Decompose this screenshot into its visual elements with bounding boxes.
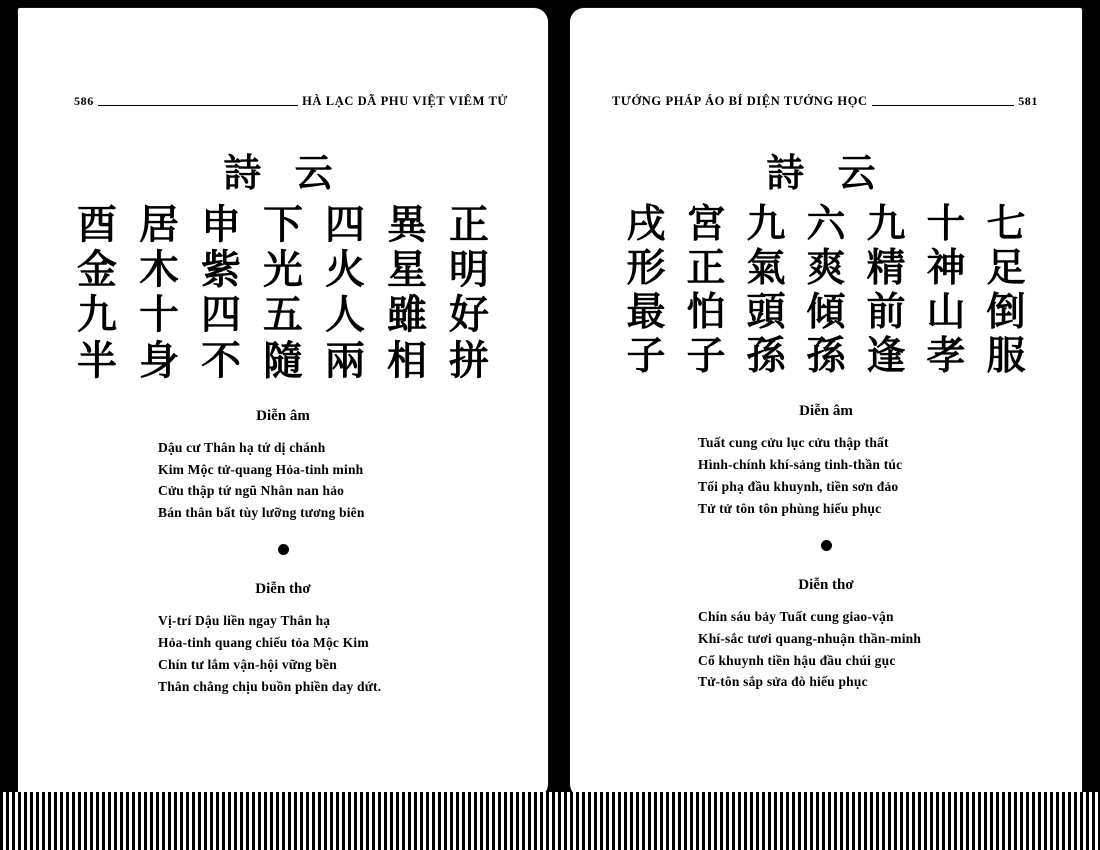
han-char: 戌 [626, 201, 666, 247]
verse-line: Kim Mộc tử-quang Hỏa-tinh minh [158, 461, 364, 477]
han-char: 人 [325, 291, 365, 339]
han-char: 九 [77, 291, 117, 339]
han-char: 木 [139, 246, 179, 294]
han-char: 四 [325, 201, 365, 248]
right-dien-am-verse [570, 432, 1082, 519]
han-row [18, 336, 548, 384]
verse-line: Khí-sắc tươi quang-nhuận thần-minh [698, 630, 922, 646]
han-char: 服 [986, 333, 1026, 380]
han-char: 五 [263, 291, 303, 339]
han-char: 下 [263, 201, 303, 248]
left-dien-tho-heading: Diễn thơ [255, 581, 311, 598]
han-char: 正 [686, 245, 726, 292]
han-char: 居 [139, 201, 179, 248]
han-char: 怕 [686, 289, 726, 336]
han-char: 氣 [746, 245, 786, 292]
left-dien-am-verse [18, 437, 548, 524]
han-row [18, 203, 548, 246]
han-char: 申 [201, 201, 241, 248]
han-char: 逢 [866, 333, 906, 380]
verse-line: Tử tử tôn tôn phùng hiếu phục [698, 501, 882, 517]
han-char: 不 [201, 336, 241, 384]
han-char: 形 [626, 245, 666, 292]
han-char: 光 [263, 246, 303, 294]
han-char: 孫 [806, 333, 846, 380]
verse-line: Chín tư lắm vận-hội vững bền [158, 656, 337, 672]
left-running-head [74, 94, 508, 109]
han-char: 前 [866, 289, 906, 336]
han-char: 雖 [387, 291, 427, 339]
han-char: 頭 [746, 289, 786, 336]
scan-artifact-stripes [0, 792, 1100, 850]
verse-line: Cổ khuynh tiền hậu đầu chúi gục [698, 652, 896, 668]
verse-line: Cửu thập tứ ngũ Nhân nan hảo [158, 483, 345, 499]
right-page [570, 8, 1082, 798]
book-gutter [548, 0, 572, 850]
han-row [18, 246, 548, 294]
verse-line: Tối phạ đầu khuynh, tiền sơn đảo [698, 479, 899, 495]
han-char: 九 [746, 201, 786, 247]
left-dien-tho-verse [18, 610, 548, 697]
han-char: 相 [387, 336, 427, 384]
verse-line: Chín sáu bảy Tuất cung giao-vận [698, 608, 894, 624]
han-char: 十 [139, 291, 179, 339]
right-running-title: TƯỚNG PHÁP ÁO BÍ DIỆN TƯỚNG HỌC [612, 94, 868, 108]
han-char: 隨 [263, 336, 303, 384]
verse-line: Vị-trí Dậu liền ngay Thân hạ [158, 613, 331, 629]
left-page [18, 8, 548, 798]
right-dien-tho-verse [570, 606, 1082, 693]
verse-line: Thân chẳng chịu buồn phiền day dứt. [158, 678, 382, 694]
han-char: 爽 [806, 245, 846, 292]
han-char: 子 [626, 333, 666, 380]
han-char: 精 [866, 245, 906, 292]
right-dien-tho-heading: Diễn thơ [798, 576, 854, 593]
han-row [570, 289, 1082, 336]
han-char: 孝 [926, 333, 966, 380]
han-char: 山 [926, 289, 966, 336]
verse-line: Hình-chính khí-sảng tinh-thần túc [698, 457, 903, 473]
left-page-content [18, 112, 548, 798]
han-char: 子 [686, 333, 726, 380]
han-char: 孫 [746, 333, 786, 380]
han-row [570, 203, 1082, 245]
right-han-title: 詩 云 [766, 150, 886, 195]
left-folio-number: 586 [74, 94, 94, 108]
left-running-title: HÀ LẠC DÃ PHU VIỆT VIÊM TỬ [302, 94, 508, 108]
han-char: 足 [986, 245, 1026, 292]
right-page-content [570, 112, 1082, 798]
running-head-rule [98, 105, 298, 106]
han-char: 拼 [449, 336, 489, 384]
han-char: 異 [387, 201, 427, 248]
han-char: 神 [926, 245, 966, 292]
left-han-title: 詩 云 [223, 150, 343, 195]
han-row [570, 245, 1082, 292]
left-dien-am-heading: Diễn âm [256, 407, 310, 424]
left-han-grid [18, 203, 548, 382]
right-folio-number: 581 [1018, 94, 1038, 108]
han-row [18, 291, 548, 339]
han-char: 星 [387, 246, 427, 294]
han-char: 明 [449, 246, 489, 294]
han-char: 六 [806, 201, 846, 247]
right-dien-am-heading: Diễn âm [799, 403, 853, 420]
verse-line: Tuất cung cửu lục cửu thập thất [698, 435, 889, 451]
han-char: 傾 [806, 289, 846, 336]
running-head-rule [872, 105, 1015, 106]
verse-line: Tử-tôn sắp sửa đò hiếu phục [698, 674, 868, 690]
han-char: 金 [77, 246, 117, 294]
han-char: 四 [201, 291, 241, 339]
han-char: 紫 [201, 246, 241, 294]
han-char: 身 [139, 336, 179, 384]
han-row [570, 333, 1082, 380]
right-han-grid [570, 201, 1082, 380]
han-char: 倒 [986, 289, 1026, 336]
han-char: 兩 [325, 336, 365, 384]
han-char: 半 [77, 336, 117, 384]
han-char: 七 [986, 201, 1026, 247]
han-char: 酉 [77, 201, 117, 248]
right-running-head [612, 94, 1038, 109]
verse-line: Hỏa-tinh quang chiếu tỏa Mộc Kim [158, 635, 369, 651]
han-char: 九 [866, 201, 906, 247]
han-char: 正 [449, 201, 489, 248]
verse-line: Bán thân bất tùy lưỡng tương biên [158, 505, 365, 521]
section-divider-dot [821, 540, 832, 551]
han-char: 好 [449, 291, 489, 339]
section-divider-dot [278, 544, 289, 555]
han-char: 十 [926, 201, 966, 247]
verse-line: Dậu cư Thân hạ tứ dị chánh [158, 439, 326, 455]
han-char: 火 [325, 246, 365, 294]
han-char: 最 [626, 289, 666, 336]
han-char: 宮 [686, 201, 726, 247]
